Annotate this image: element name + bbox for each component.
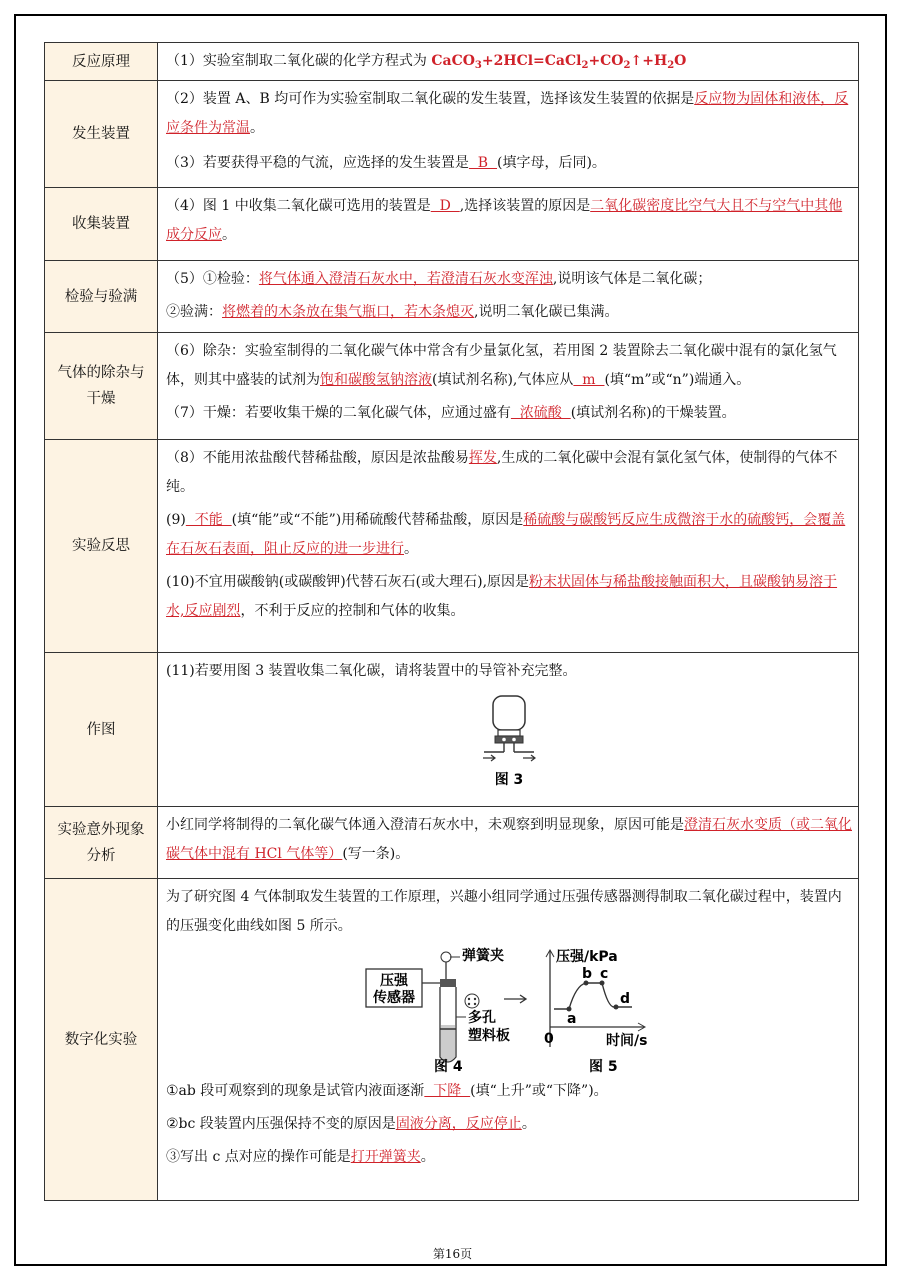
row-content: 为了研究图 4 气体制取发生装置的工作原理，兴趣小组同学通过压强传感器测得制取二氧化碳过程中，装置内的压强变化曲线如图 5 所示。 压强 传感器 弹簧夹 多孔 塑料板 图 4 压强/kPa 0 时间/s a b c d 图 5 ①ab 段可观察到的现象是试管内液面逐渐 下降 (填“上升”或“下降”)。 ②bc 段装置内压强保持不变的原因是固液分离，反应停止。 ③写出 c 点对应的操作可能是打开弹簧夹。	[158, 879, 859, 1201]
svg-text:塑料板: 塑料板	[468, 1028, 510, 1044]
equation: $CaCO_3+2HCl=CaCl_2+CO_2↑+H_2O$	[431, 53, 687, 71]
row-content: (11)若要用图 3 装置收集二氧化碳，请将装置中的导管补充完整。 图 3	[158, 653, 859, 807]
answer: 二氧化碳密度比空气大且不与空气中其他成分反应	[166, 198, 843, 243]
table-row	[45, 261, 859, 333]
row-content: （2）装置 A、B 均可作为实验室制取二氧化碳的发生装置，选择该发生装置的依据是反应物为固体和液体，反应条件为常温。 （3）若要获得平稳的气流，应选择的发生装置是 B (填字母，后同)。	[158, 81, 859, 188]
svg-text:a: a	[567, 1011, 577, 1027]
svg-text:压强/kPa: 压强/kPa	[556, 949, 618, 965]
answer: B	[468, 155, 497, 171]
svg-text:b: b	[582, 966, 593, 982]
row-label: 实验反思	[45, 440, 158, 653]
svg-text:d: d	[620, 991, 631, 1007]
answer: 饱和碳酸氢钠溶液	[320, 372, 432, 388]
answer: 澄清石灰水变质（或二氧化碳气体中混有 HCl 气体等）	[166, 817, 852, 862]
answer: 稀硫酸与碳酸钙反应生成微溶于水的硫酸钙，会覆盖在石灰石表面，阻止反应的进一步进行	[166, 512, 846, 557]
svg-text:图 4: 图 4	[434, 1059, 463, 1073]
row-label: 收集装置	[45, 188, 158, 261]
row-label: 作图	[45, 653, 158, 807]
answer: 浓硫酸	[510, 405, 571, 421]
row-content: （8）不能用浓盐酸代替稀盐酸，原因是浓盐酸易挥发,生成的二氧化碳中会混有氯化氢气体，使制得的气体不纯。 (9) 不能 (填“能”或“不能”)用稀硫酸代替稀盐酸，原因是稀硫酸与碳酸钙反应生成微溶于水的硫酸钙，会覆盖在石灰石表面，阻止反应的进一步进行。 (10)不宜用碳酸钠(或碳酸钾)代替石灰石(或大理石),原因是粉末状固体与稀盐酸接触面积大，且碳酸钠易溶于水,反应剧烈，不利于反应的控制和气体的收集。	[158, 440, 859, 653]
answer: 下降	[424, 1083, 471, 1099]
table-row	[45, 879, 859, 1201]
table-row	[45, 440, 859, 653]
table-row	[45, 807, 859, 879]
row-label: 反应原理	[45, 43, 158, 81]
table-row	[45, 653, 859, 807]
figure-3-bottle	[469, 692, 549, 792]
answer: D	[430, 198, 460, 214]
figure-4-5	[364, 947, 654, 1073]
answer: 粉末状固体与稀盐酸接触面积大，且碳酸钠易溶于水,反应剧烈	[166, 574, 838, 619]
svg-text:弹簧夹: 弹簧夹	[462, 948, 504, 964]
table-row	[45, 43, 859, 81]
svg-text:传感器: 传感器	[373, 990, 415, 1006]
answer: m	[573, 372, 605, 388]
answer: 将燃着的木条放在集气瓶口，若木条熄灭	[222, 304, 474, 320]
svg-text:时间/s: 时间/s	[606, 1033, 648, 1049]
table-row	[45, 188, 859, 261]
answer: 不能	[185, 512, 232, 528]
row-content: （5）①检验：将气体通入澄清石灰水中，若澄清石灰水变浑浊,说明该气体是二氧化碳； ②验满：将燃着的木条放在集气瓶口，若木条熄灭,说明二氧化碳已集满。	[158, 261, 859, 333]
row-label: 气体的除杂与干燥	[45, 333, 158, 440]
answer: 挥发	[468, 450, 497, 466]
table-row	[45, 333, 859, 440]
answer: 反应物为固体和液体，反应条件为常温	[166, 91, 849, 136]
row-label: 发生装置	[45, 81, 158, 188]
svg-text:多孔: 多孔	[468, 1010, 496, 1026]
row-content: 小红同学将制得的二氧化碳气体通入澄清石灰水中，未观察到明显现象，原因可能是澄清石灰水变质（或二氧化碳气体中混有 HCl 气体等）(写一条)。	[158, 807, 859, 879]
svg-text:压强: 压强	[380, 973, 408, 989]
svg-text:0: 0	[544, 1031, 554, 1047]
row-content: （6）除杂：实验室制得的二氧化碳气体中常含有少量氯化氢，若用图 2 装置除去二氧化碳中混有的氯化氢气体，则其中盛装的试剂为饱和碳酸氢钠溶液(填试剂名称),气体应从 m (填“m”或“n”)端通入。 （7）干燥：若要收集干燥的二氧化碳气体，应通过盛有 浓硫酸 (填试剂名称)的干燥装置。	[158, 333, 859, 440]
page-number: 第16页	[432, 1247, 473, 1261]
row-label: 检验与验满	[45, 261, 158, 333]
answer: 固液分离，反应停止	[395, 1116, 522, 1132]
row-label: 实验意外现象分析	[45, 807, 158, 879]
row-content: （1）实验室制取二氧化碳的化学方程式为 $CaCO_3+2HCl=CaCl_2+CO_2↑+H_2O$	[158, 43, 859, 81]
svg-text:图 5: 图 5	[589, 1059, 618, 1073]
svg-text:c: c	[600, 966, 609, 982]
answer: 打开弹簧夹	[350, 1149, 421, 1165]
row-content: （4）图 1 中收集二氧化碳可选用的装置是 D ,选择该装置的原因是二氧化碳密度比空气大且不与空气中其他成分反应。	[158, 188, 859, 261]
table-row	[45, 81, 859, 188]
figure-caption: 图 3	[494, 772, 524, 788]
summary-table	[44, 42, 859, 1201]
row-label: 数字化实验	[45, 879, 158, 1201]
answer: 将气体通入澄清石灰水中，若澄清石灰水变浑浊	[258, 271, 553, 287]
